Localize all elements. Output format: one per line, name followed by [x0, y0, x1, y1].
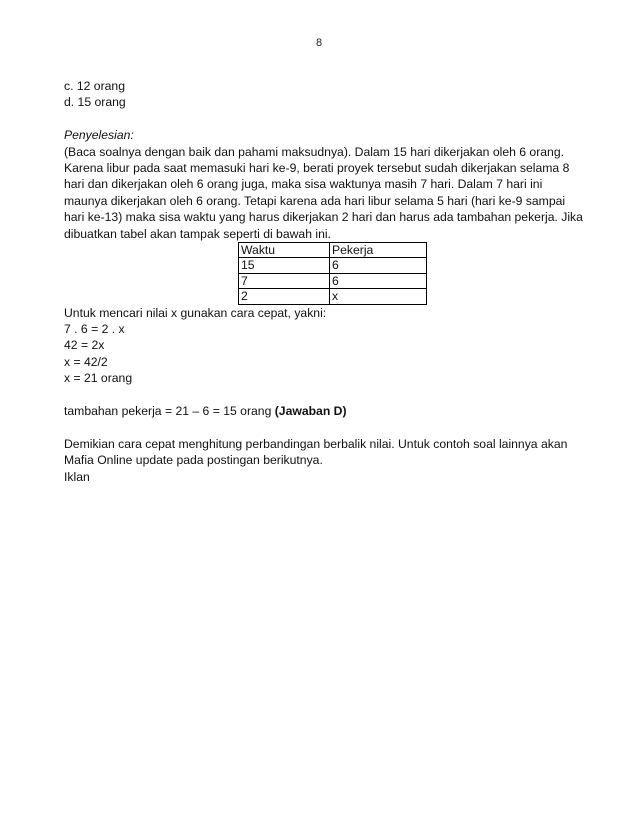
spacer [64, 111, 584, 127]
table-row [239, 273, 427, 288]
table-cell: 6 [330, 258, 427, 273]
answer-label: (Jawaban D) [274, 404, 347, 419]
table-cell: 7 [239, 273, 330, 288]
table-header-row [239, 243, 427, 258]
paragraph-line: hari dan dikerjakan oleh 6 orang juga, maka sisa waktunya masih 7 hari. Dalam 7 hari ini [64, 177, 543, 192]
spacer [64, 420, 584, 436]
table-row [239, 289, 427, 304]
paragraph-line: maunya dikerjakan oleh 6 orang. Tetapi karena ada hari libur selama 5 hari (hari ke-9 sampai [64, 193, 566, 208]
paragraph-line: dibuatkan tabel akan tampak seperti di bawah ini. [64, 226, 331, 241]
table-header-cell: Waktu [239, 243, 330, 258]
document-body [64, 78, 584, 485]
table-cell: 2 [239, 289, 330, 304]
option-c: c. 12 orang [64, 79, 125, 93]
ad-label: Iklan [64, 469, 90, 484]
table-cell: x [330, 289, 427, 304]
option-d: d. 15 orang [64, 95, 126, 110]
paragraph-line: (Baca soalnya dengan baik dan pahami maksudnya). Dalam 15 hari dikerjakan oleh 6 orang. [64, 144, 564, 159]
paragraph-line: Karena libur pada saat memasuki hari ke-9, berati proyek tersebut sudah dikerjakan selama 8 [64, 161, 570, 176]
closing-line: Mafia Online update pada postingan berikutnya. [64, 453, 323, 468]
closing-line: Demikian cara cepat menghitung perbandingan berbalik nilai. Untuk contoh soal lainnya akan [64, 436, 568, 451]
comparison-table-wrapper [238, 242, 584, 305]
calc-line: 42 = 2x [64, 338, 105, 353]
comparison-table [238, 242, 427, 305]
page-number: 8 [315, 37, 323, 49]
table-cell: 6 [330, 273, 427, 288]
paragraph-line: hari ke-13) maka sisa waktu yang harus dikerjakan 2 hari dan harus ada tambahan pekerja. Jika [64, 210, 583, 225]
calc-line: x = 42/2 [64, 354, 108, 369]
spacer [64, 387, 584, 403]
calc-line: x = 21 orang [64, 371, 133, 386]
table-header-cell: Pekerja [330, 243, 427, 258]
calc-line: 7 . 6 = 2 . x [64, 322, 125, 337]
solution-heading: Penyelesian: [64, 128, 134, 143]
calc-line: Untuk mencari nilai x gunakan cara cepat, yakni: [64, 305, 327, 320]
answer-line [64, 403, 584, 419]
table-row [239, 258, 427, 273]
table-cell: 15 [239, 258, 330, 273]
answer-text: tambahan pekerja = 21 – 6 = 15 orang [64, 404, 275, 419]
